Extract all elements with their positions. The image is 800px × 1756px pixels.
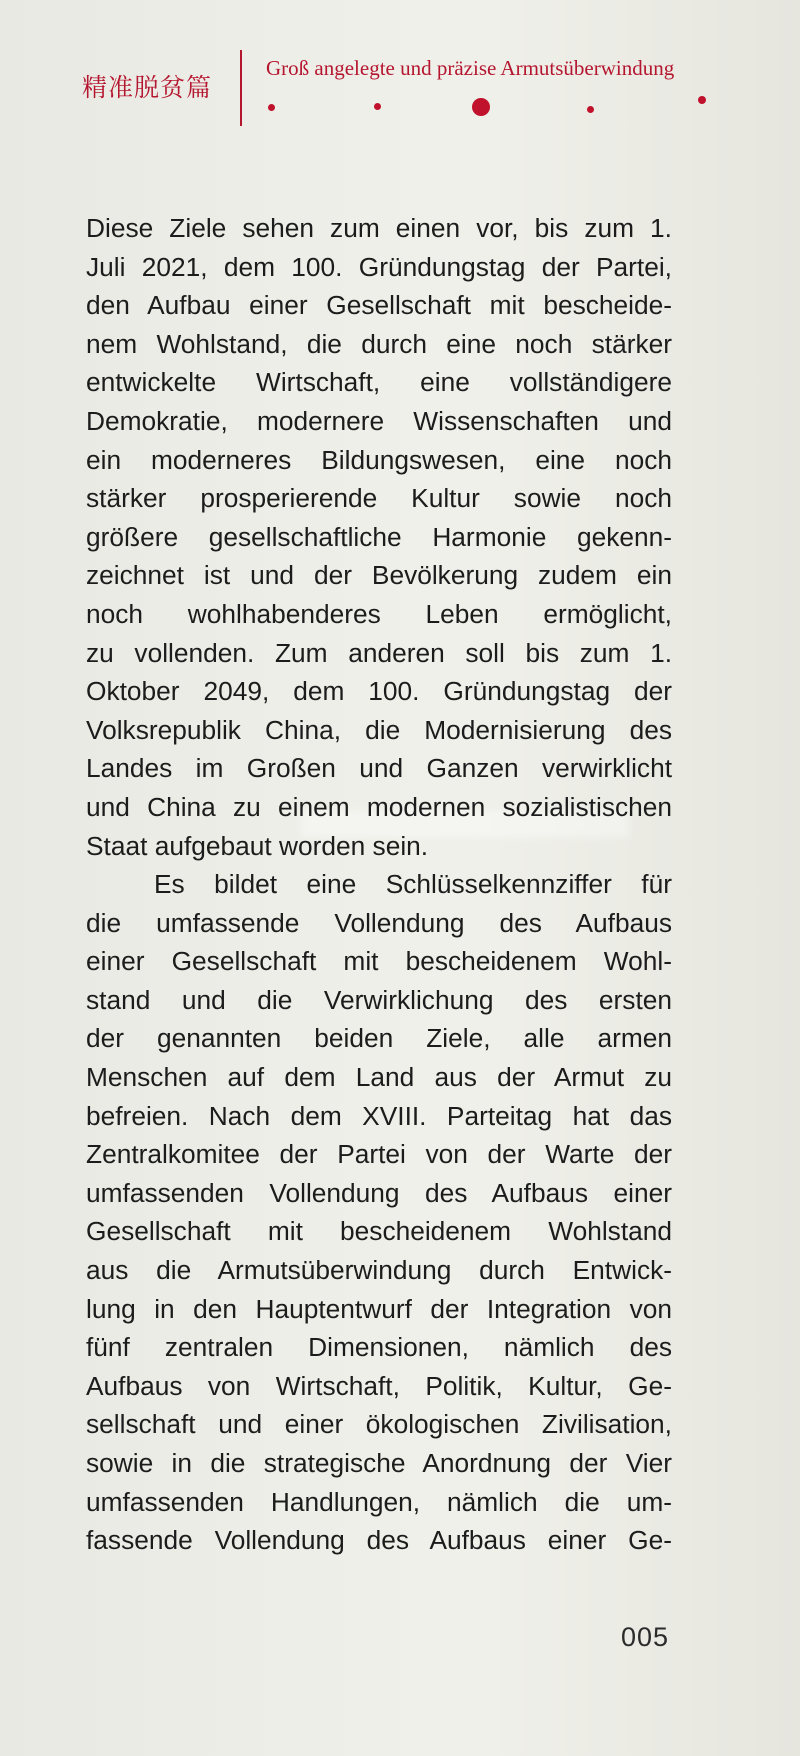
- ornament-dot-large: [472, 98, 490, 116]
- text-line: größere gesellschaftliche Harmonie gekenn-: [86, 521, 672, 552]
- text-line: noch wohlhabenderes Leben ermöglicht,: [86, 598, 672, 629]
- text-line: zeichnet ist und der Bevölkerung zudem ein: [86, 560, 672, 591]
- paragraph-start-line: Es bildet eine Schlüsselkennziffer für: [154, 869, 672, 900]
- header-dot-ornament: [0, 0, 800, 140]
- text-line: Demokratie, modernere Wissenschaften und: [86, 405, 672, 436]
- text-line: sowie in die strategische Anordnung der Vier: [86, 1448, 672, 1478]
- ornament-dot: [374, 103, 381, 110]
- text-line: fünf zentralen Dimensionen, nämlich des: [86, 1332, 672, 1363]
- text-line: fassende Vollendung des Aufbaus einer Ge-: [86, 1525, 672, 1556]
- ornament-dot: [698, 96, 706, 104]
- text-line: entwickelte Wirtschaft, eine vollständigere: [86, 367, 672, 398]
- text-line: zu vollenden. Zum anderen soll bis zum 1.: [86, 637, 672, 668]
- text-line: Zentralkomitee der Partei von der Warte der: [86, 1139, 672, 1170]
- text-line: den Aufbau einer Gesellschaft mit bescheide-: [86, 290, 672, 321]
- chapter-title-chinese: 精准脱贫篇: [82, 73, 213, 102]
- text-line: lung in den Hauptentwurf der Integration von: [86, 1293, 672, 1324]
- text-line: befreien. Nach dem XVIII. Parteitag hat das: [86, 1100, 672, 1131]
- text-line: umfassenden Vollendung des Aufbaus einer: [86, 1177, 672, 1208]
- text-line: einer Gesellschaft mit bescheidenem Wohl-: [86, 946, 672, 977]
- text-line: nem Wohlstand, die durch eine noch stärker: [86, 328, 672, 359]
- text-line: aus die Armutsüberwindung durch Entwick-: [86, 1255, 672, 1286]
- text-line: Volksrepublik China, die Modernisierung des: [86, 714, 672, 745]
- text-line: stand und die Verwirklichung des ersten: [86, 984, 672, 1015]
- text-line: Diese Ziele sehen zum einen vor, bis zum 1.: [86, 213, 672, 243]
- text-line: sellschaft und einer ökologischen Zivilisation,: [86, 1409, 672, 1440]
- text-line: Oktober 2049, dem 100. Gründungstag der: [86, 676, 672, 707]
- text-line: umfassenden Handlungen, nämlich die um-: [86, 1486, 672, 1517]
- text-line: Landes im Großen und Ganzen verwirklicht: [86, 753, 672, 784]
- text-line: Aufbaus von Wirtschaft, Politik, Kultur, Ge-: [86, 1370, 672, 1401]
- text-line: die umfassende Vollendung des Aufbaus: [86, 907, 672, 938]
- ornament-dot: [268, 104, 275, 111]
- paragraph-end-line: Staat aufgebaut worden sein.: [86, 830, 429, 861]
- text-line: Juli 2021, dem 100. Gründungstag der Partei,: [86, 251, 672, 282]
- text-line: der genannten beiden Ziele, alle armen: [86, 1023, 672, 1054]
- text-line: ein moderneres Bildungswesen, eine noch: [86, 444, 672, 475]
- body-text: [86, 209, 672, 1560]
- text-line: Gesellschaft mit bescheidenem Wohlstand: [86, 1216, 672, 1247]
- chapter-title-german: Groß angelegte und präzise Armutsüberwindung: [266, 56, 675, 80]
- text-line: stärker prosperierende Kultur sowie noch: [86, 483, 672, 514]
- text-line: Menschen auf dem Land aus der Armut zu: [86, 1062, 672, 1093]
- text-line: und China zu einem modernen sozialistischen: [86, 791, 672, 822]
- running-header: [0, 0, 800, 140]
- page-number: 005: [620, 1622, 669, 1652]
- ornament-dot: [587, 106, 594, 113]
